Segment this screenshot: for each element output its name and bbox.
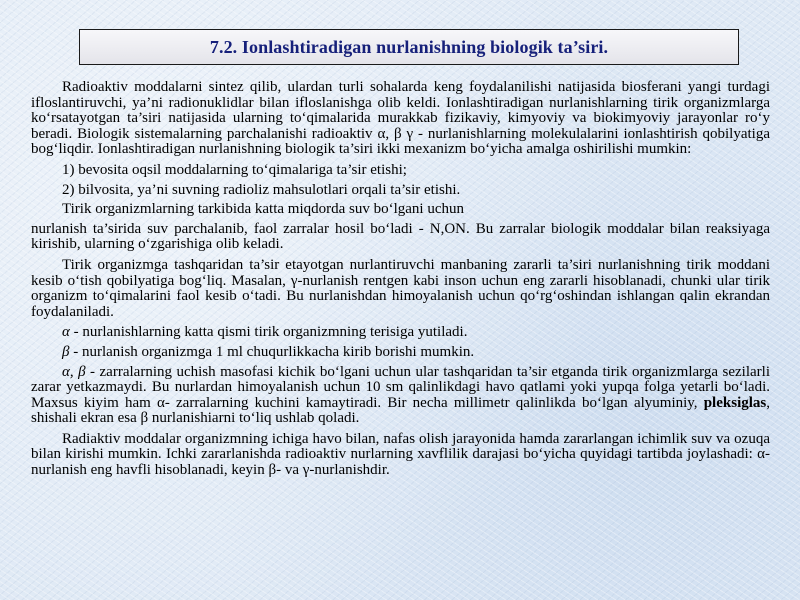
alpha-beta-text-b: , shishali ekran esa β nurlanishiarni to‘liq ushlab qoladi.	[31, 394, 770, 427]
title-box	[79, 29, 739, 65]
alpha-symbol: α	[62, 324, 70, 341]
paragraph-beta	[31, 345, 770, 361]
alpha-text: - nurlanishlarning katta qismi tirik organizmning terisiga yutiladi.	[73, 324, 468, 341]
list-item-indirect: 2) bilvosita, ya’ni suvning radioliz mahsulotlari orqali ta’sir etishi.	[62, 181, 461, 198]
list-item-direct: 1) bevosita oqsil moddalarning to‘qimalariga ta’sir etishi;	[62, 161, 407, 178]
paragraph-water-radiolysis: nurlanish ta’sirida suv parchalanib, faol zarralar hosil bo‘ladi - N,ON. Bu zarralar biologik moddalar bilan reaksiyaga kirishib, ularning o‘zgarishiga olib keladi.	[31, 220, 770, 253]
page-title: 7.2. Ionlashtiradigan nurlanishning biologik ta’siri.	[209, 36, 609, 57]
beta-text: - nurlanish organizmga 1 ml chuqurlikkacha kirib borishi mumkin.	[73, 343, 475, 360]
paragraph-alpha	[31, 325, 770, 341]
paragraph-intro: Radioaktiv moddalarni sintez qilib, ulardan turli sohalarda keng foydalanilishi natijasida biosferani yangi turdagi ifloslantiruvchi, ya’ni radionuklidlar bilan ifloslanishga olib keldi. Ionlashtiradigan nurlanishlarning tirik organizmlarga ko‘rsatayotgan ta’siri natijasida ularning to‘qimalarida murakkab fizikaviy, kimyoviy va biokimyoviy jarayonlar ro‘y beradi. Biologik sistemalarning parchalanishi radioaktiv α, β γ - nurlanishlarning molekulalarini ionlashtirish qobilyatiga bog‘liqdir. Ionlashtiradigan nurlanishning biologik ta’siri ikki mexanizm bo‘yicha amalga oshirilishi mumkin:	[31, 79, 770, 158]
plexiglass-term: pleksiglas	[703, 394, 767, 411]
beta-symbol: β	[62, 343, 70, 360]
paragraph-water: Tirik organizmlarning tarkibida katta miqdorda suv bo‘lgani uchun	[62, 201, 465, 218]
paragraph-alpha-beta	[31, 365, 770, 427]
paragraph-external-exposure: Tirik organizmga tashqaridan ta’sir etayotgan nurlantiruvchi manbaning zararli ta’siri nurlanishning tirik moddani kesib o‘tish qobilyatiga bog‘liq. Masalan, γ-nurlanish rentgen kabi inson uchun eng zararli hisoblanadi, chunki ular tirik organizm to‘qimalarini faol kesib o‘tadi. Bu nurlanishdan himoyalanish uchun qo‘rg‘oshindan ishlangan qalin ekrandan foydalaniladi.	[31, 256, 770, 320]
document-body	[31, 80, 770, 484]
alpha-beta-symbol: α, β	[62, 363, 86, 380]
paragraph-internal-exposure: Radiaktiv moddalar organizmning ichiga havo bilan, nafas olish jarayonida hamda zararlangan ichimlik suv va ozuqa bilan kirishi mumkin. Ichki zararlanishda radioaktiv nurlarning xavflilik darajasi bo‘yicha quyidagi tartibda joylashadi: α-nurlanish eng havfli hisoblanadi, keyin β- va γ-nurlanishdir.	[31, 430, 770, 479]
alpha-beta-text-a: - zarralarning uchish masofasi kichik bo‘lgani uchun ular tashqaridan ta’sir etganda tirik organizmlarga sezilarli zarar yetkazmaydi. Bu nurlardan himoyalanish uchun 10 sm qalinlikdagi havo qatlami yoki yupqa folga yetarli bo‘ladi. Maxsus kiyim ham α- zarralarning kuchini kamaytiradi. Bir necha millimetr qalinlikda bo‘lgan alyuminiy,	[31, 363, 770, 411]
